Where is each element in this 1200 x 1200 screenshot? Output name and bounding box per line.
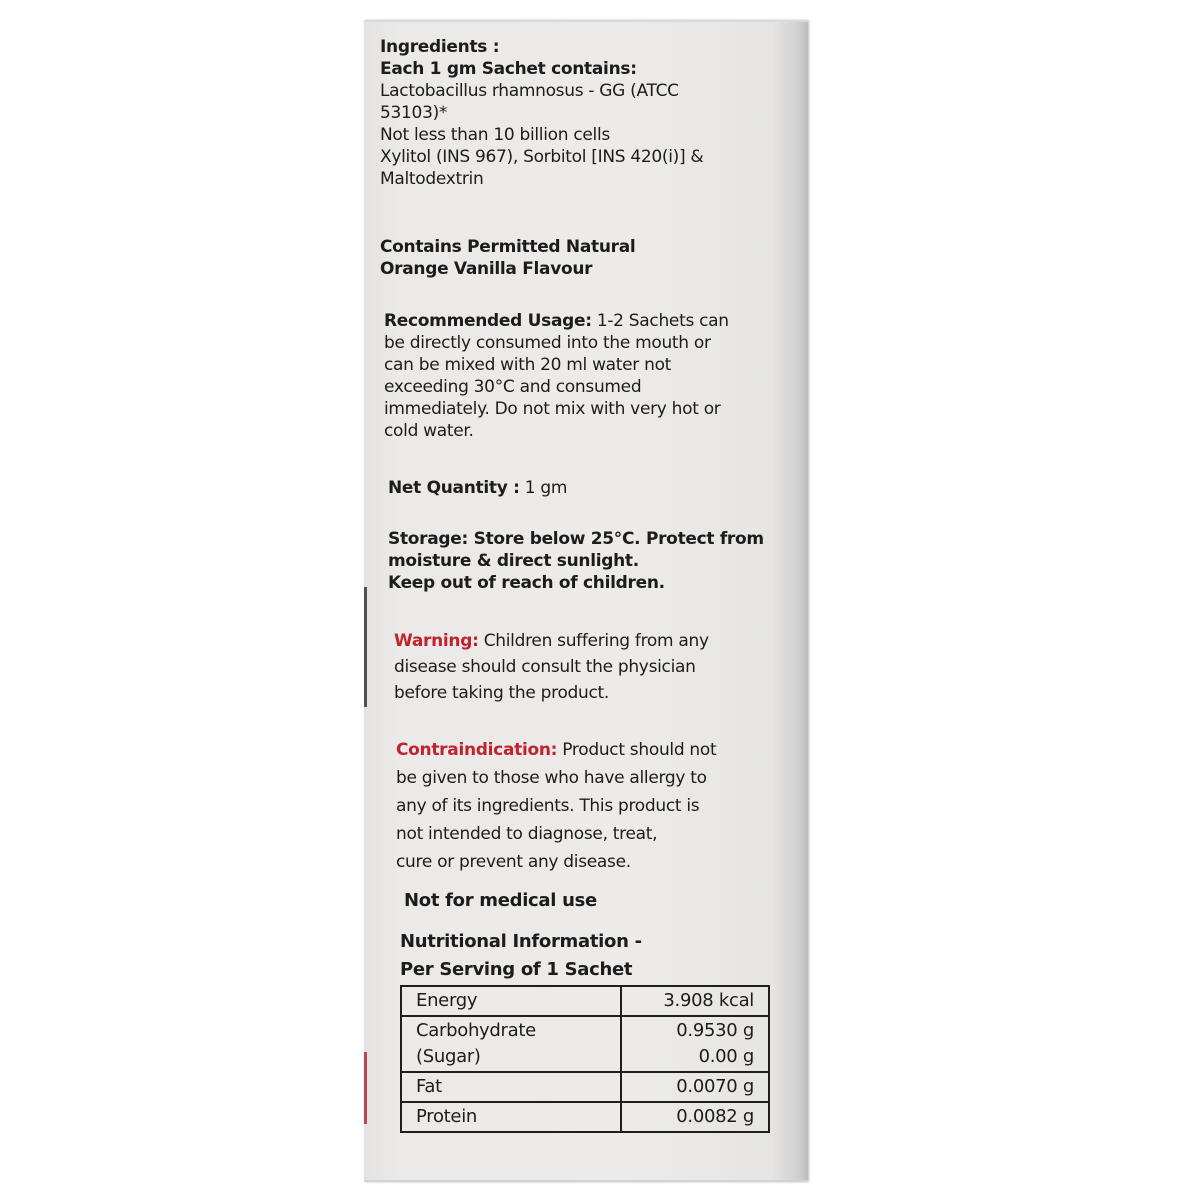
ingredients-line: Not less than 10 billion cells xyxy=(380,125,610,145)
warning-label: Warning: xyxy=(394,631,479,651)
table-row xyxy=(401,1102,769,1132)
ingredients-line: 53103)* xyxy=(380,103,448,123)
usage-line: can be mixed with 20 ml water not xyxy=(384,355,672,375)
storage-line: Keep out of reach of children. xyxy=(388,573,665,593)
usage-label: Recommended Usage: xyxy=(384,311,592,331)
ingredients-line: Xylitol (INS 967), Sorbitol [INS 420(i)] & xyxy=(380,147,704,167)
table-row xyxy=(401,1016,769,1072)
contraindication-label: Contraindication: xyxy=(396,740,558,760)
storage-line: moisture & direct sunlight. xyxy=(388,551,639,571)
nutrient-name: Fat xyxy=(401,1072,621,1102)
nutrition-heading-line: Per Serving of 1 Sachet xyxy=(400,959,633,980)
nutrition-heading-line: Nutritional Information - xyxy=(400,931,642,952)
nutrient-value xyxy=(621,1016,769,1072)
ingredients-subheading: Each 1 gm Sachet contains: xyxy=(380,59,637,79)
net-quantity-value: 1 gm xyxy=(519,478,568,498)
usage-line: be directly consumed into the mouth or xyxy=(384,333,711,353)
flavour-line: Orange Vanilla Flavour xyxy=(380,259,593,279)
contraindication-line: not intended to diagnose, treat, xyxy=(396,824,658,844)
not-for-medical-use: Not for medical use xyxy=(404,890,597,911)
ingredients-heading: Ingredients : xyxy=(380,37,500,57)
ingredients-line: Maltodextrin xyxy=(380,169,484,189)
contraindication-text: Product should not xyxy=(557,740,717,760)
usage-line: exceeding 30°C and consumed xyxy=(384,377,642,397)
ingredients-line: Lactobacillus rhamnosus - GG (ATCC xyxy=(380,81,679,101)
usage-section xyxy=(384,310,794,442)
contraindication-line: be given to those who have allergy to xyxy=(396,768,707,788)
nutrient-name xyxy=(401,1016,621,1072)
ingredients-section xyxy=(380,36,790,190)
nutrient-value: 0.0070 g xyxy=(621,1072,769,1102)
nutrient-value: 3.908 kcal xyxy=(621,986,769,1016)
box-edge-red-stripe xyxy=(364,1052,367,1124)
contraindication-line: cure or prevent any disease. xyxy=(396,852,631,872)
usage-line: cold water. xyxy=(384,421,474,441)
net-quantity-label: Net Quantity : xyxy=(388,478,520,498)
nutrition-table xyxy=(400,985,770,1133)
nutrition-heading xyxy=(400,928,810,984)
table-row xyxy=(401,986,769,1016)
nutrient-name-sub: (Sugar) xyxy=(416,1046,481,1067)
net-quantity-section xyxy=(388,477,798,499)
storage-section xyxy=(388,528,798,594)
table-row xyxy=(401,1072,769,1102)
warning-line: before taking the product. xyxy=(394,683,610,703)
warning-text: Children suffering from any xyxy=(478,631,709,651)
product-label-panel xyxy=(364,20,808,1182)
nutrient-value-main: 0.9530 g xyxy=(676,1020,754,1041)
contraindication-line: any of its ingredients. This product is xyxy=(396,796,700,816)
warning-line: disease should consult the physician xyxy=(394,657,696,677)
storage-line: Storage: Store below 25°C. Protect from xyxy=(388,529,764,549)
nutrient-name: Protein xyxy=(401,1102,621,1132)
usage-line: immediately. Do not mix with very hot or xyxy=(384,399,721,419)
flavour-line: Contains Permitted Natural xyxy=(380,237,636,257)
usage-text: 1-2 Sachets can xyxy=(591,311,729,331)
warning-section xyxy=(394,628,804,706)
contraindication-section xyxy=(396,736,806,876)
box-edge-dark-stripe xyxy=(364,587,367,707)
nutrient-name-main: Carbohydrate xyxy=(416,1020,536,1041)
nutrient-value: 0.0082 g xyxy=(621,1102,769,1132)
nutrient-value-sub: 0.00 g xyxy=(698,1046,754,1067)
nutrient-name: Energy xyxy=(401,986,621,1016)
flavour-section xyxy=(380,236,790,280)
